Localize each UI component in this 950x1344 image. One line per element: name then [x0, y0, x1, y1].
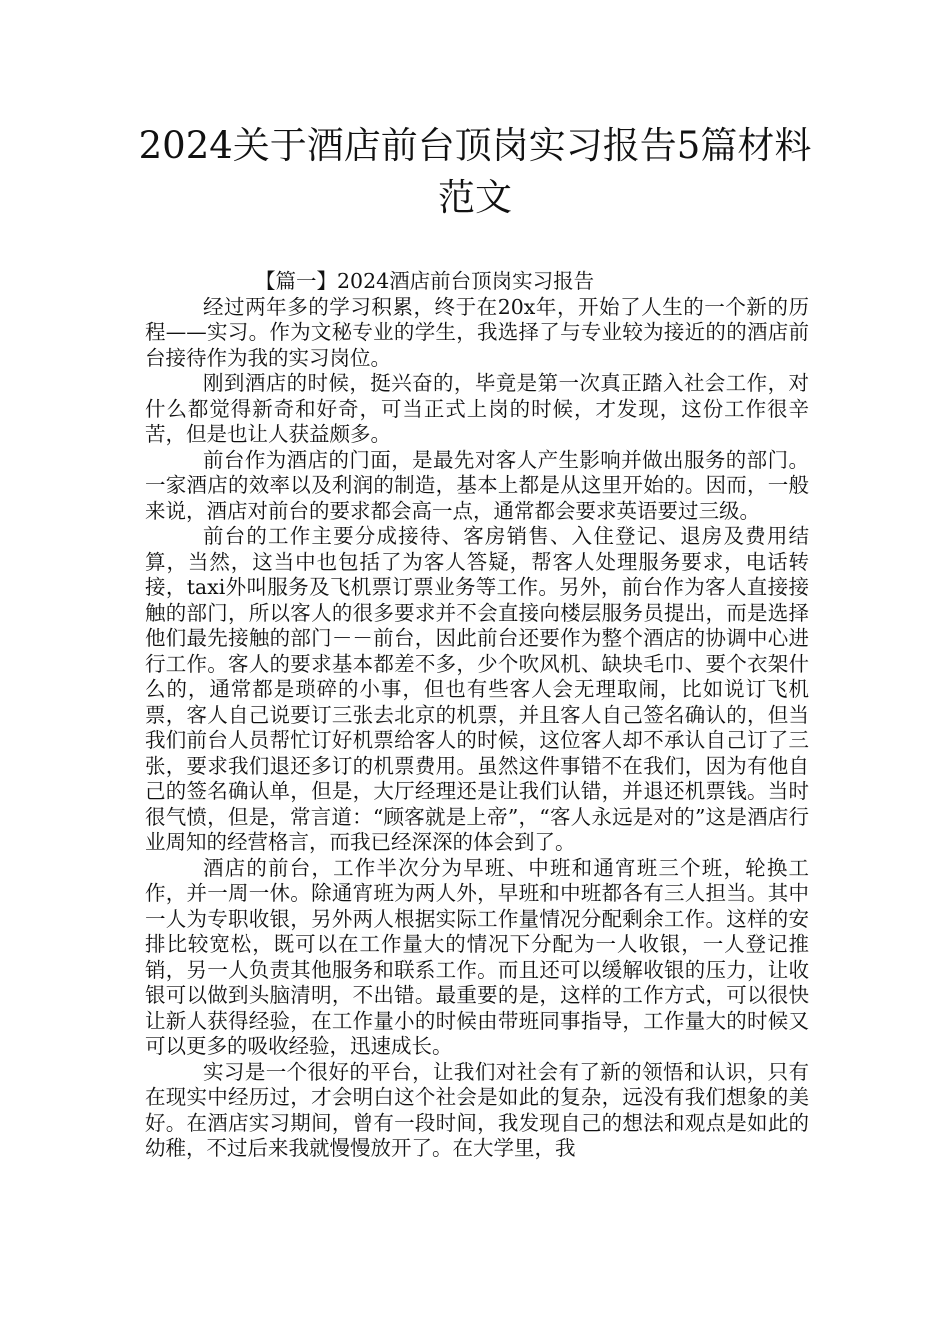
paragraph: 经过两年多的学习积累，终于在20x年，开始了人生的一个新的历程——实习。作为文秘专业的学生，我选择了与专业较为接近的的酒店前台接待作为我的实习岗位。	[145, 294, 809, 370]
paragraph: 前台的工作主要分成接待、客房销售、入住登记、退房及费用结算，当然，这当中也包括了为客人答疑，帮客人处理服务要求，电话转接，taxi外叫服务及飞机票订票业务等工作。另外，前台作为客人直接接触的部门，所以客人的很多要求并不会直接向楼层服务员提出，而是选择他们最先接触的部门－－前台，因此前台还要作为整个酒店的协调中心进行工作。客人的要求基本都差不多，少个吹风机、缺块毛巾、要个衣架什么的，通常都是琐碎的小事，但也有些客人会无理取闹，比如说订飞机票，客人自己说要订三张去北京的机票，并且客人自己签名确认的，但当我们前台人员帮忙订好机票给客人的时候，这位客人却不承认自己订了三张，要求我们退还多订的机票费用。虽然这件事错不在我们，因为有他自己的签名确认单，但是，大厅经理还是让我们认错，并退还机票钱。当时很气愤，但是，常言道：“顾客就是上帝”，“客人永远是对的”这是酒店行业周知的经营格言，而我已经深深的体会到了。	[145, 524, 809, 854]
document-title: 2024关于酒店前台顶岗实习报告5篇材料范文	[138, 124, 812, 219]
paragraph: 酒店的前台，工作半次分为早班、中班和通宵班三个班，轮换工作，并一周一休。除通宵班为两人外，早班和中班都各有三人担当。其中一人为专职收银，另外两人根据实际工作量情况分配剩余工作。这样的安排比较宽松，既可以在工作量大的情况下分配为一人收银，一人登记推销，另一人负责其他服务和联系工作。而且还可以缓解收银的压力，让收银可以做到头脑清明，不出错。最重要的是，这样的工作方式，可以很快让新人获得经验，在工作量小的时候由带班同事指导，工作量大的时候又可以更多的吸收经验，迅速成长。	[145, 855, 809, 1058]
section-heading: 【篇一】2024酒店前台顶岗实习报告	[255, 269, 595, 293]
paragraph: 刚到酒店的时候，挺兴奋的，毕竟是第一次真正踏入社会工作，对什么都觉得新奇和好奇，可当正式上岗的时候，才发现，这份工作很辛苦，但是也让人获益颇多。	[145, 371, 809, 446]
paragraph: 前台作为酒店的门面，是最先对客人产生影响并做出服务的部门。一家酒店的效率以及利润的制造，基本上都是从这里开始的。因而，一般来说，酒店对前台的要求都会高一点，通常都会要求英语要过三级。	[145, 447, 809, 523]
document-body	[145, 269, 809, 1162]
paragraph: 实习是一个很好的平台，让我们对社会有了新的领悟和认识，只有在现实中经历过，才会明白这个社会是如此的复杂，远没有我们想象的美好。在酒店实习期间，曾有一段时间，我发现自己的想法和观点是如此的幼稚，不过后来我就慢慢放开了。在大学里，我	[145, 1059, 809, 1160]
